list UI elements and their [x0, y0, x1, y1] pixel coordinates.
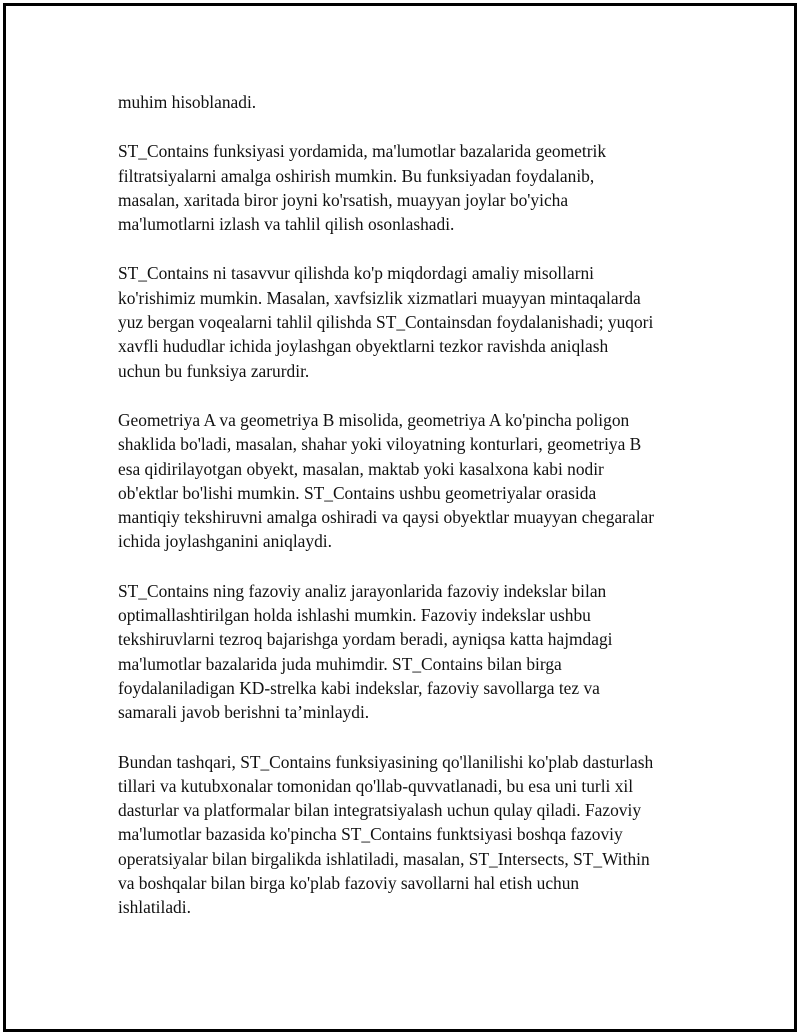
text-line: ST_Contains ning fazoviy analiz jarayonlarida fazoviy indekslar bilan — [118, 580, 607, 601]
text-line: va boshqalar bilan birga ko'plab fazoviy savollarni hal etish uchun — [118, 873, 580, 894]
text-line: tillari va kutubxonalar tomonidan qo'llab-quvvatlanadi, bu esa uni turli xil — [118, 775, 634, 796]
paragraph — [118, 90, 708, 114]
text-line: masalan, xaritada biror joyni ko'rsatish, muayyan joylar bo'yicha — [118, 189, 569, 210]
text-line: foydalaniladigan KD-strelka kabi indekslar, fazoviy savollarga tez va — [118, 677, 600, 698]
text-line: ma'lumotlar bazalarida juda muhimdir. ST_Contains bilan birga — [118, 653, 562, 674]
text-line: Geometriya A va geometriya B misolida, geometriya A ko'pincha poligon — [118, 409, 630, 430]
text-line: muhim hisoblanadi. — [118, 92, 257, 112]
text-line: esa qidirilayotgan obyekt, masalan, maktab yoki kasalxona kabi nodir — [118, 458, 604, 479]
text-line: shaklida bo'ladi, masalan, shahar yoki viloyatning konturlari, geometriya B — [118, 434, 642, 455]
paragraph — [118, 408, 708, 554]
text-line: optimallashtirilgan holda ishlashi mumkin. Fazoviy indekslar ushbu — [118, 605, 591, 626]
text-line: ko'rishimiz mumkin. Masalan, xavfsizlik xizmatlari muayyan mintaqalarda — [118, 287, 641, 308]
text-line: mantiqiy tekshiruvni amalga oshiradi va qaysi obyektlar muayyan chegaralar — [118, 507, 655, 528]
paragraph — [118, 579, 708, 725]
text-line: xavfli hududlar ichida joylashgan obyektlarni tezkor ravishda aniqlash — [118, 336, 609, 357]
text-line: tekshiruvlarni tezroq bajarishga yordam beradi, ayniqsa katta hajmdagi — [118, 629, 613, 650]
paragraph — [118, 261, 708, 382]
text-line: Bundan tashqari, ST_Contains funksiyasining qo'llanilishi ko'plab dasturlash — [118, 751, 654, 772]
text-line: ichida joylashganini aniqlaydi. — [118, 531, 332, 552]
text-line: ishlatiladi. — [118, 897, 191, 918]
text-line: operatsiyalar bilan birgalikda ishlatiladi, masalan, ST_Intersects, ST_Within — [118, 848, 650, 869]
text-line: ma'lumotlar bazasida ko'pincha ST_Contains funktsiyasi boshqa fazoviy — [118, 824, 623, 845]
paragraph — [118, 750, 708, 920]
text-line: ob'ektlar bo'lishi mumkin. ST_Contains ushbu geometriyalar orasida — [118, 482, 597, 503]
document-body — [118, 90, 708, 945]
paragraph — [118, 139, 708, 236]
text-line: dasturlar va platformalar bilan integratsiyalash uchun qulay qiladi. Fazoviy — [118, 800, 642, 821]
text-line: yuz bergan voqealarni tahlil qilishda ST_Containsdan foydalanishadi; yuqori — [118, 312, 654, 333]
text-line: uchun bu funksiya zarurdir. — [118, 360, 310, 381]
text-line: ST_Contains funksiyasi yordamida, ma'lumotlar bazalarida geometrik — [118, 141, 607, 162]
text-line: ST_Contains ni tasavvur qilishda ko'p miqdordagi amaliy misollarni — [118, 263, 595, 284]
text-line: filtratsiyalarni amalga oshirish mumkin. Bu funksiyadan foydalanib, — [118, 165, 595, 186]
text-line: samarali javob berishni ta’minlaydi. — [118, 702, 370, 723]
text-line: ma'lumotlarni izlash va tahlil qilish osonlashadi. — [118, 214, 455, 235]
